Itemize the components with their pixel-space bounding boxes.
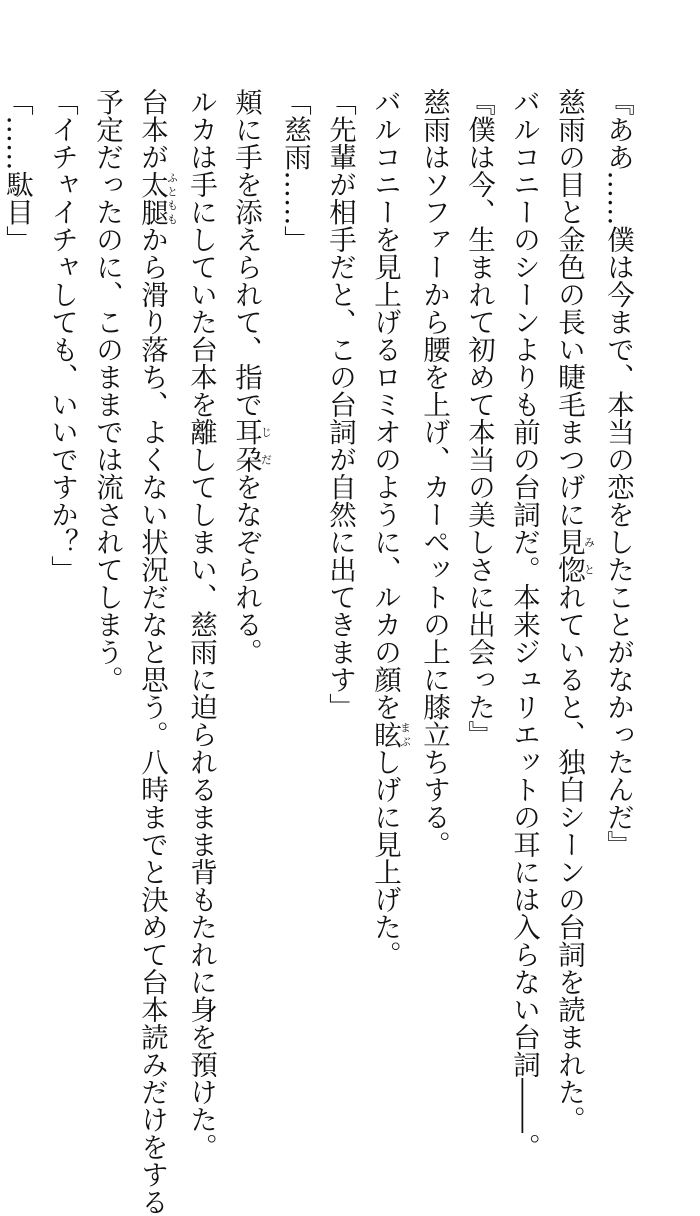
ruby-mabu: 眩まぶ [369,720,412,748]
text-line-8: 「慈雨……」 [279,88,311,253]
text-line-1: 『ああ……僕は今まで、本当の恋をしたことがなかったんだ』 [602,88,634,858]
ruby-futomomo: 太腿ふともも [136,170,179,226]
vertical-text-block [0,88,640,1216]
ruby-jida: 耳朶じだ [230,418,273,473]
text-line-6: バルコニーを見上げるロミオのように、ルカの顔を眩まぶしげに見上げた。 [369,88,412,968]
text-line-13: 「イチャイチャしても、いいですか？」 [46,88,78,583]
text-line-3: バルコニーのシーンよりも前の台詞だ。本来ジュリエットの耳には入らない台詞――。 [508,88,540,1161]
text-line-4: 『僕は今、生まれて初めて本当の美しさに出会った』 [463,88,495,748]
ruby-mito-reading: みと [582,528,596,583]
text-line-7: 「先輩が相手だと、この台詞が自然に出てきます」 [324,88,356,721]
text-line-11: 台本が太腿ふとももから滑り落ち、よくない状況だなと思う。八時までと決めて台本読みだけをする [136,88,179,1216]
text-line-9: 頬に手を添えられて、指で耳朶じだをなぞられる。 [230,88,273,666]
text-line-12: 予定だったのに、このままでは流されてしまう。 [91,88,123,693]
ruby-mito: 見惚みと [553,528,596,583]
text-line-10: ルカは手にしていた台本を離してしまい、慈雨に迫られるまま背もたれに身を預けた。 [185,88,217,1161]
ruby-futomomo-reading: ふともも [165,170,179,226]
ruby-mabu-reading: まぶ [398,720,412,748]
text-line-14: 「……駄目」 [1,88,33,253]
ruby-jida-reading: じだ [259,418,273,473]
text-line-2: 慈雨の目と金色の長い睫毛まつげに見惚みとれていると、独白シーンの台詞を読まれた。 [553,88,596,1133]
text-line-5: 慈雨はソファーから腰を上げ、カーペットの上に膝立ちする。 [418,88,450,858]
